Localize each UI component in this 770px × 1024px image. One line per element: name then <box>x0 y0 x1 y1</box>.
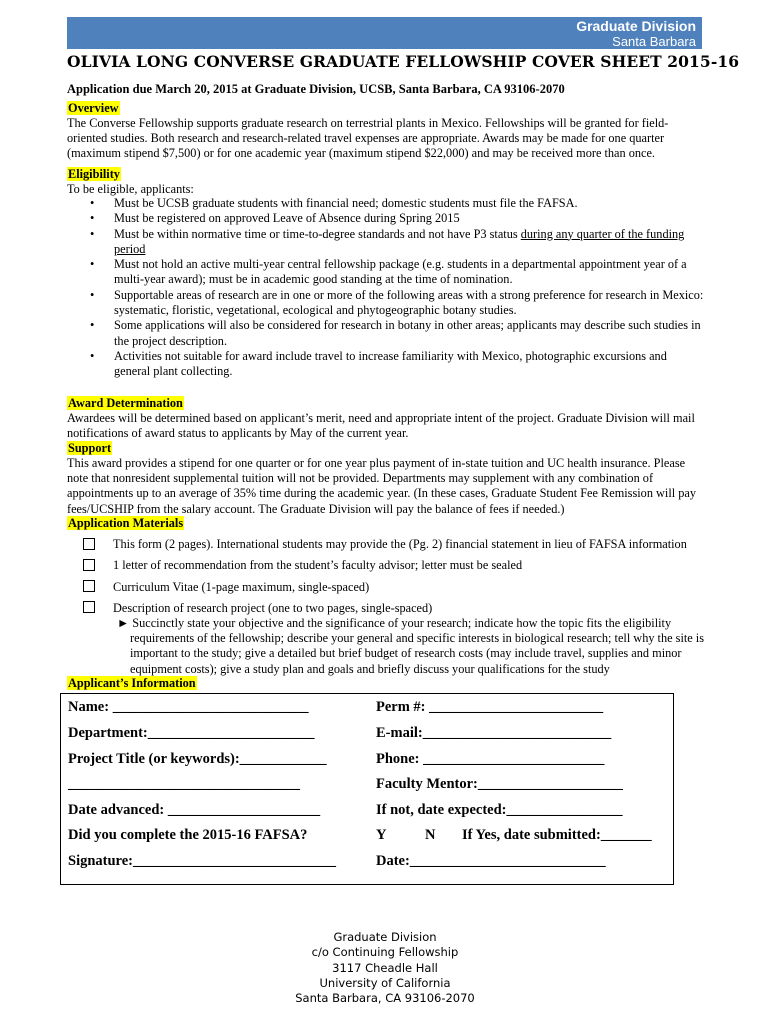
materials-heading-wrap <box>67 516 184 531</box>
fafsa-yes-option[interactable]: Y <box>376 827 387 843</box>
overview-heading: Overview <box>68 101 119 115</box>
eligibility-item: • Must be registered on approved Leave of Absence during Spring 2015 <box>90 211 460 226</box>
fafsa-date-field[interactable]: If Yes, date submitted:_______ <box>462 827 652 843</box>
materials-heading: Application Materials <box>68 516 184 530</box>
support-heading: Support <box>68 441 112 455</box>
fafsa-no-option[interactable]: N <box>425 827 436 843</box>
material-item-1: This form (2 pages). International students may provide the (Pg. 2) financial statement in lieu of FAFSA information <box>113 537 687 551</box>
banner-line-1: Graduate Division <box>576 18 696 34</box>
project-title-continuation[interactable]: ________________________________ <box>68 776 300 792</box>
award-heading-wrap <box>67 396 184 411</box>
applicant-heading-wrap <box>67 676 197 691</box>
overview-heading-wrap <box>67 101 120 116</box>
eligibility-underlined-phrase: during any quarter of the funding period <box>114 226 685 256</box>
address-line-4: University of California <box>319 975 451 990</box>
applicant-heading: Applicant’s Information <box>68 676 196 690</box>
date-advanced-field[interactable]: Date advanced: _____________________ <box>68 802 321 818</box>
department-field[interactable]: Department:_______________________ <box>68 725 315 741</box>
material-item-3: Curriculum Vitae (1-page maximum, single-spaced) <box>113 580 370 594</box>
award-heading: Award Determination <box>68 396 183 410</box>
eligibility-item: • Supportable areas of research are in one or more of the following areas with a strong preference for research in Mexico: systematic, floristic, vegetational, ecological and phytogeographic botany studies. <box>90 287 704 318</box>
eligibility-item: • Must not hold an active multi-year central fellowship package (e.g. students in a departmental appointment year of a multi-year award); must be in academic good standing at the time of nomination. <box>90 257 687 287</box>
eligibility-list <box>90 196 705 380</box>
project-title-field[interactable]: Project Title (or keywords):____________ <box>68 751 327 767</box>
eligibility-item: • Activities not suitable for award include travel to increase familiarity with Mexico, photographic excursions and general plant collecting. <box>90 348 667 379</box>
eligibility-intro: To be eligible, applicants: <box>67 182 194 196</box>
material-item-2: 1 letter of recommendation from the student’s faculty advisor; letter must be sealed <box>113 558 523 572</box>
email-field[interactable]: E-mail:__________________________ <box>376 725 612 741</box>
faculty-mentor-field[interactable]: Faculty Mentor:____________________ <box>376 776 623 792</box>
overview-text: The Converse Fellowship supports graduate research on terrestrial plants in Mexico. Fellowships will be granted for field-oriented studies. Both research and research-related travel expenses are appropriate. Awards may be made for one quarter (maximum stipend $7,500) or for one academic year (maximum stipend $22,000) and may be received more than once. <box>67 116 669 161</box>
eligibility-item: • Must be within normative time or time-to-degree standards and not have P3 status during any quarter of the funding period <box>90 226 685 256</box>
eligibility-heading-wrap <box>67 167 121 182</box>
name-field[interactable]: Name: ___________________________ <box>68 699 309 715</box>
award-text: Awardees will be determined based on applicant’s merit, need and appropriate intent of the project. Graduate Division will mail notifications of award status to applicants by May of the current year. <box>67 411 695 441</box>
address-line-2: c/o Continuing Fellowship <box>311 945 459 960</box>
material-checkbox-1[interactable] <box>83 538 95 550</box>
date-expected-field[interactable]: If not, date expected:________________ <box>376 802 623 818</box>
signature-field[interactable]: Signature:____________________________ <box>68 853 336 869</box>
material-checkbox-4[interactable] <box>83 601 95 613</box>
eligibility-heading: Eligibility <box>68 167 120 181</box>
address-line-1: Graduate Division <box>333 930 437 944</box>
eligibility-item: • Must be UCSB graduate students with financial need; domestic students must file the FAFSA. <box>90 196 578 210</box>
due-date-line: Application due March 20, 2015 at Graduate Division, UCSB, Santa Barbara, CA 93106-2070 <box>67 82 565 96</box>
mailing-address <box>235 930 535 1006</box>
header-banner <box>67 17 702 49</box>
perm-field[interactable]: Perm #: ________________________ <box>376 699 604 715</box>
material-sub-item: ► Succinctly state your objective and the significance of your research; indicate how the topic fits the eligibility requirements of the fellowship; describe your general and specific interests in biological research; tell why the site is important to the study; give a detailed but brief budget of research costs (may include travel, supplies and minor equipment costs); give a study plan and goals and briefly discuss your qualifications for the study <box>117 616 705 676</box>
fafsa-question: Did you complete the 2015-16 FAFSA? <box>68 827 308 843</box>
address-line-5: Santa Barbara, CA 93106-2070 <box>295 991 475 1006</box>
page-title: OLIVIA LONG CONVERSE GRADUATE FELLOWSHIP COVER SHEET 2015-16 <box>67 52 740 71</box>
eligibility-item: • Some applications will also be considered for research in botany in other areas; applicants may describe such studies in the project description. <box>90 318 701 348</box>
address-line-3: 3117 Cheadle Hall <box>332 960 438 975</box>
phone-field[interactable]: Phone: _________________________ <box>376 751 605 767</box>
banner-line-2: Santa Barbara <box>612 34 696 49</box>
material-checkbox-2[interactable] <box>83 559 95 571</box>
support-text: This award provides a stipend for one quarter or for one year plus payment of in-state tuition and UC health insurance. Please note that nonresident supplemental tuition will not be provided. Departments may supplement with any combination of appointments up to an average of 35% time during the academic year. (In these cases, Graduate Student Fee Remission will pay fees/UCSHIP from the salary account. The Graduate Division will pay the balance of fees if needed.) <box>67 456 697 516</box>
date-field[interactable]: Date:___________________________ <box>376 853 606 869</box>
support-heading-wrap <box>67 441 112 456</box>
material-checkbox-3[interactable] <box>83 580 95 592</box>
material-item-4: Description of research project (one to two pages, single-spaced) <box>113 601 433 615</box>
